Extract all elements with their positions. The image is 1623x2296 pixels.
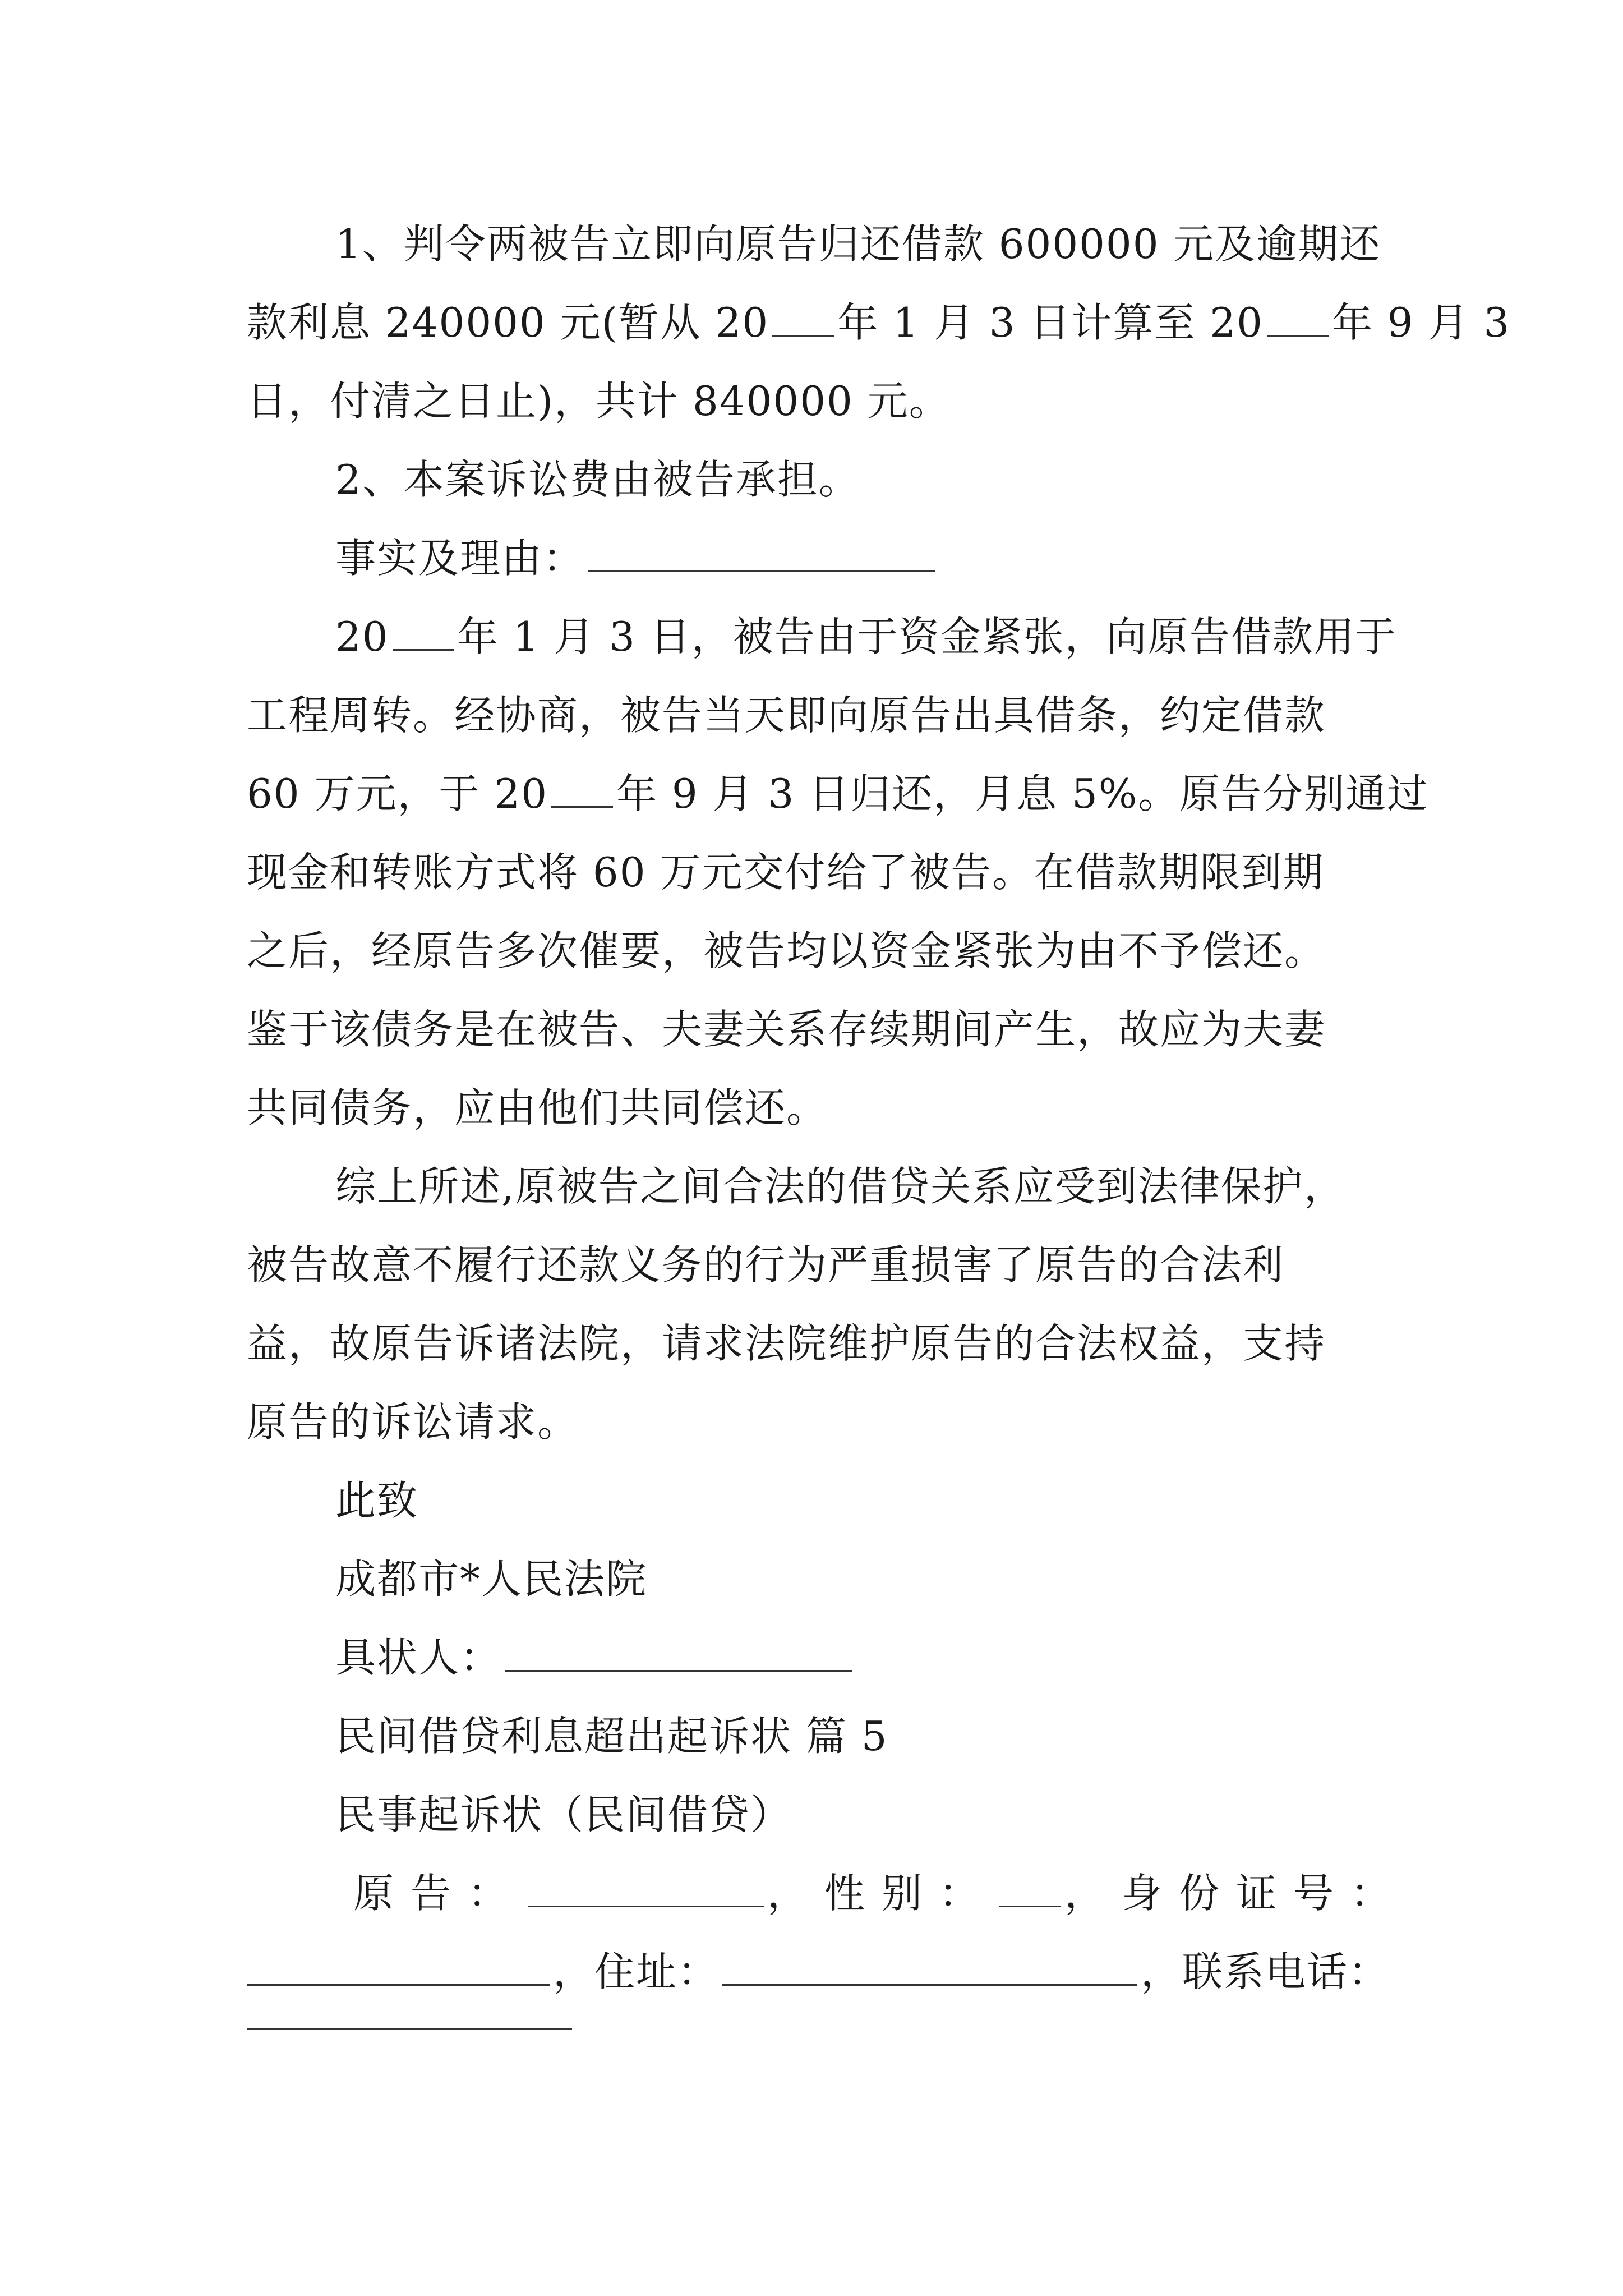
gender-blank	[999, 1872, 1061, 1907]
facts-line-1	[335, 614, 1397, 659]
facts-line-4: 现金和转账方式将 60 万元交付给了被告。在借款期限到期	[247, 849, 1325, 896]
phone-label: ，联系电话：	[1141, 1948, 1390, 1995]
facts-blank	[588, 537, 935, 572]
facts-text: 年 9 月 3 日归还，月息 5%。原告分别通过	[616, 770, 1429, 817]
conclusion-line-4: 原告的诉讼请求。	[247, 1398, 579, 1446]
signer-line	[335, 1635, 856, 1680]
plaintiff-name-blank	[528, 1872, 764, 1907]
facts-line-7: 共同债务，应由他们共同偿还。	[247, 1084, 828, 1131]
plaintiff-line	[353, 1871, 1408, 1916]
address-label: ，住址：	[553, 1948, 720, 1995]
date-blank	[393, 615, 454, 651]
conclusion-line-3: 益，故原告诉诸法院，请求法院维护原告的合法权益，支持	[247, 1320, 1326, 1367]
date-blank	[772, 301, 834, 337]
facts-line-5: 之后，经原告多次催要，被告均以资金紧张为由不予偿还。	[247, 927, 1326, 974]
id-label: ，身份证号：	[1064, 1870, 1408, 1917]
facts-line-6: 鉴于该债务是在被告、夫妻关系存续期间产生，故应为夫妻	[247, 1006, 1326, 1053]
facts-text: 60 万元，于 20	[247, 770, 548, 817]
facts-label: 事实及理由：	[335, 535, 585, 582]
conclusion-line-1: 综上所述,原被告之间合法的借贷关系应受到法律保护，	[335, 1163, 1345, 1210]
salutation: 此致	[335, 1477, 419, 1524]
signer-label: 具状人：	[335, 1634, 502, 1681]
conclusion-line-2: 被告故意不履行还款义务的行为严重损害了原告的合法利	[247, 1241, 1285, 1289]
id-number-blank	[247, 1950, 550, 1986]
signer-blank	[505, 1636, 852, 1672]
date-blank	[551, 772, 613, 808]
claim-item-1-line-1: 1、判令两被告立即向原告归还借款 600000 元及逾期还	[335, 220, 1381, 268]
phone-blank	[247, 2028, 572, 2030]
date-blank	[1267, 301, 1329, 337]
claim-text: 款利息 240000 元(暂从 20	[247, 299, 769, 346]
facts-line-3	[247, 771, 1428, 816]
claim-item-2: 2、本案诉讼费由被告承担。	[335, 456, 860, 503]
plaintiff-line-2	[247, 1949, 1390, 1994]
claim-text: 年 9 月 3	[1331, 299, 1511, 346]
section-heading: 民间借贷利息超出起诉状 篇 5	[335, 1713, 888, 1760]
section-title: 民事起诉状（民间借贷）	[335, 1791, 792, 1838]
facts-label-line	[335, 536, 939, 581]
gender-label: ，性别：	[767, 1870, 997, 1917]
facts-line-2: 工程周转。经协商，被告当天即向原告出具借条，约定借款	[247, 692, 1326, 739]
facts-text: 20	[335, 613, 389, 660]
plaintiff-label: 原告：	[353, 1870, 525, 1917]
claim-item-1-line-2	[247, 300, 1510, 345]
facts-text: 年 1 月 3 日，被告由于资金紧张，向原告借款用于	[457, 613, 1397, 660]
address-blank	[722, 1950, 1137, 1986]
claim-item-1-line-3: 日，付清之日止)，共计 840000 元。	[247, 378, 951, 425]
claim-text: 年 1 月 3 日计算至 20	[837, 299, 1264, 346]
court-name: 成都市*人民法院	[335, 1556, 648, 1603]
